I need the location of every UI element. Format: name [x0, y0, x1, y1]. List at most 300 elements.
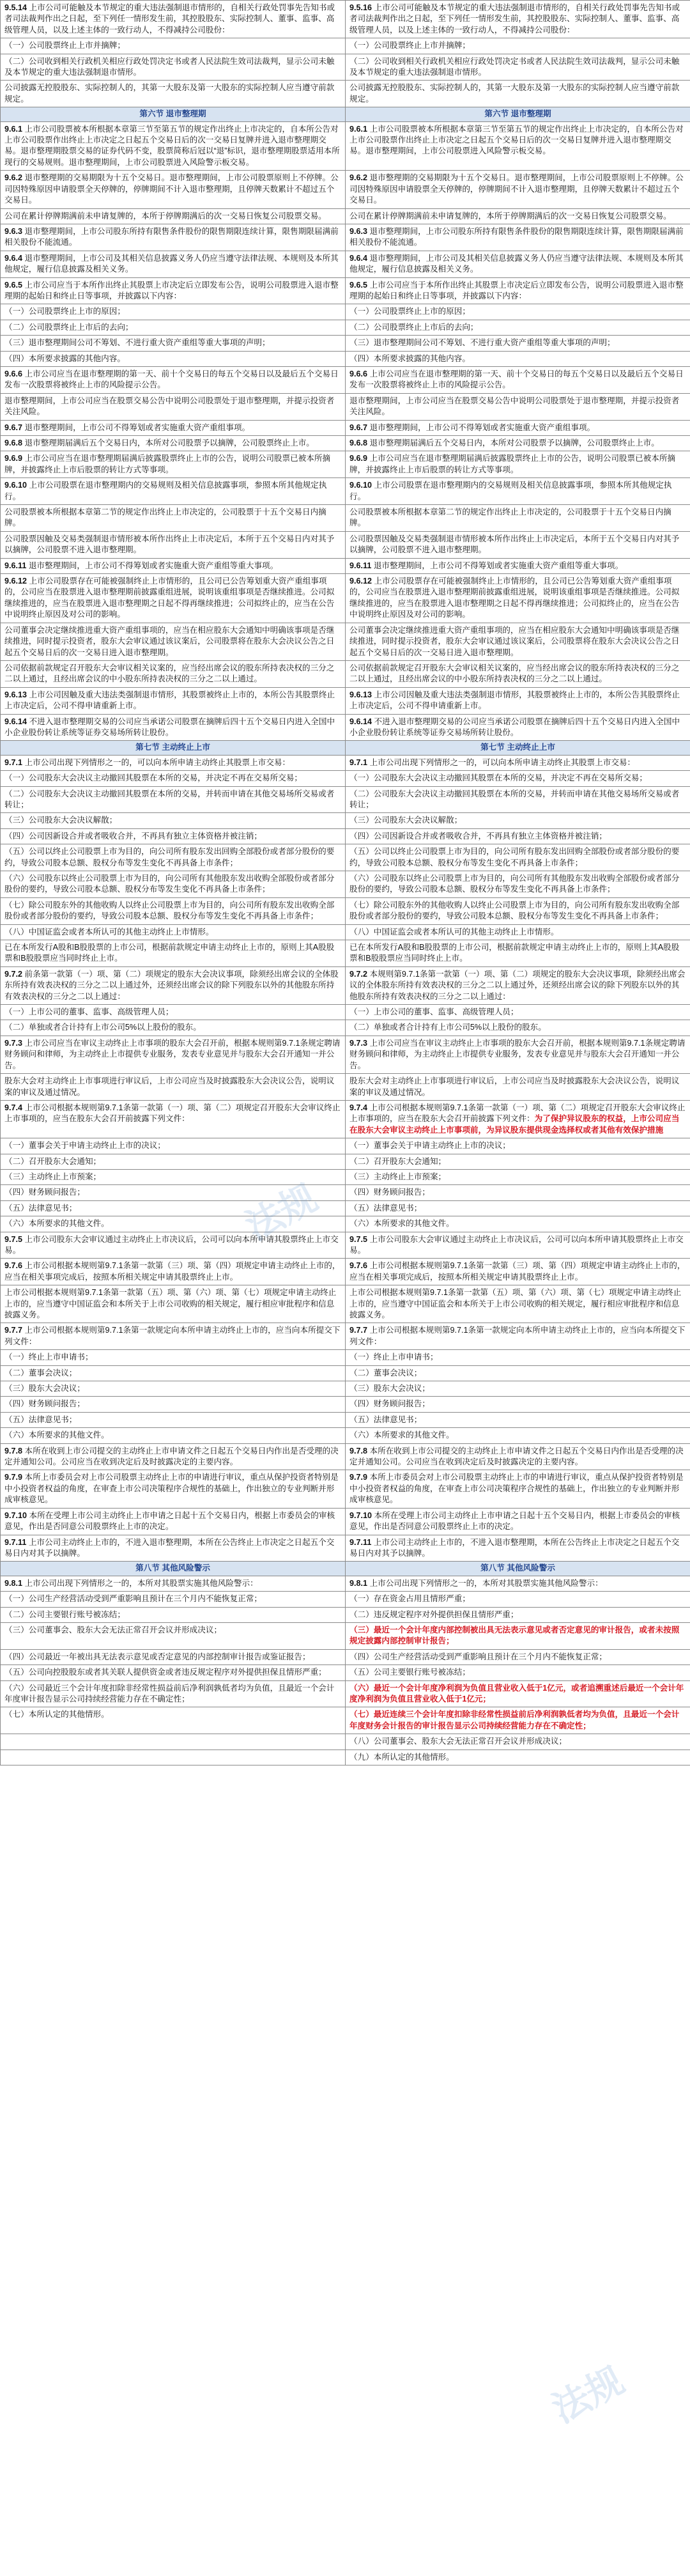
rule-text: （二）单独或者合计持有上市公司5%以上股份的股东。 — [349, 1023, 546, 1032]
old-rule-cell — [1, 1200, 346, 1216]
new-rule-cell — [346, 208, 690, 224]
rule-text: （四）财务顾问报告； — [349, 1188, 430, 1197]
rule-text: 退市整理期间，上市公司不得筹划或者实施重大资产重组等重大事项。 — [28, 561, 279, 570]
rule-text: 公司依据前款规定召开股东大会审议相关议案的，应当经出席会议的股东所持表决权的三分之二以上通过，且经出席会议的中小股东所持表决权的三分之二以上通过。 — [349, 663, 680, 684]
rule-text: 本所在收到上市公司提交的主动终止上市申请文件之日起五个交易日内作出是否受理的决定并通知公司。公司应当在收到决定后及时披露决定的主要内容。 — [4, 1446, 339, 1467]
table-row — [1, 171, 690, 208]
article-number: 9.6.12 — [4, 577, 29, 586]
watermark: 法规 — [238, 1175, 325, 1249]
rule-text: 上市公司股东大会审议通过主动终止上市决议后，公司可以向本所申请其股票终止上市交易。 — [4, 1234, 339, 1255]
rule-text: （九）本所认定的其他情形。 — [349, 1752, 454, 1762]
rule-text: 本所上市委员会对上市公司股票主动终止上市的申请进行审议，重点从保护投资者特别是中小投资者权益的角度，在审查上市公司决策程序合规性的基础上，作出独立的专业判断并形成审核意见。 — [4, 1473, 339, 1505]
rule-text: 公司在累计停牌期满前未申请复牌的，本所于停牌期满后的次一交易日恢复公司股票交易。 — [349, 211, 671, 221]
table-row — [1, 505, 690, 532]
table-row — [1, 1381, 690, 1397]
old-rule-cell — [1, 420, 346, 435]
rule-text: （四）公司最近一年被出具无法表示意见或否定意见的内部控制审计报告或鉴证报告； — [4, 1652, 310, 1661]
article-number: 9.6.13 — [4, 690, 29, 699]
rule-text: （二）公司股东大会决议主动撤回其股票在本所的交易，并转而申请在其他交易场所交易或者转让； — [4, 789, 335, 809]
table-row — [1, 1020, 690, 1036]
rule-text: （五）法律意见书； — [4, 1203, 77, 1213]
rule-text: 上市公司股票被本所根据本章第三节至第五节的规定作出终止上市决定的，自本所公告对上市公司股票作出终止上市决定之日起五个交易日后的次一交易日复牌并进入退市整理期交易。退市整理期股票交易的证券代码不变，股票简称后冠以“退”标识，退市整理期股票适用本所现行的交易规则。退市整理期间，上市公司股票进入风险警示板交易。 — [4, 124, 340, 167]
rule-text: 本所在收到上市公司提交的主动终止上市申请文件之日起五个交易日内作出是否受理的决定并通知公司。公司应当在收到决定后及时披露决定的主要内容。 — [349, 1446, 684, 1467]
old-rule-section: 第六节 退市整理期 — [1, 107, 346, 121]
new-rule-section: 第七节 主动终止上市 — [346, 741, 690, 755]
highlighted-change-text: （六）最近一个会计年度净利润为负值且营业收入低于1亿元，或者追溯重述后最近一个会计年度净利润为负值且营业收入低于1亿元； — [349, 1683, 684, 1703]
table-row — [1, 714, 690, 741]
new-rule-cell — [346, 1428, 690, 1443]
table-row — [1, 871, 690, 898]
rule-text: （二）公司收到相关行政机关相应行政处罚决定书或者人民法院生效司法裁判，显示公司未触及本节规定的重大违法强制退市情形。 — [4, 56, 335, 77]
article-number: 9.6.10 — [349, 481, 374, 490]
old-rule-cell — [1, 828, 346, 844]
new-rule-cell — [346, 623, 690, 660]
rule-text: （五）公司以终止公司股票上市为目的，向公司所有股东发出回购全部股份或者部分股份的要约，导致公司股本总额、股权分布等发生变化不再具备上市条件； — [349, 847, 680, 867]
old-rule-cell — [1, 558, 346, 573]
article-number: 9.7.4 — [4, 1103, 25, 1112]
old-rule-cell — [1, 574, 346, 623]
old-rule-cell — [1, 1216, 346, 1232]
old-rule-cell — [1, 1285, 346, 1323]
article-number: 9.6.10 — [4, 481, 29, 490]
new-rule-cell — [346, 924, 690, 940]
old-rule-cell — [1, 436, 346, 451]
new-rule-cell — [346, 420, 690, 435]
new-rule-cell — [346, 451, 690, 478]
table-row — [1, 121, 690, 171]
article-number: 9.7.6 — [4, 1261, 25, 1271]
article-number: 9.6.2 — [349, 173, 370, 183]
rule-text: 公司董事会决定继续推进重大资产重组事项的，应当在相应股东大会通知中明确该事项是否继续推进，同时提示投资者，股东大会审议通过该议案后，公司股票将在股东大会决议公告之日起五个交易日后的次一交易日进入退市整理期。 — [4, 625, 335, 657]
new-rule-cell — [346, 1232, 690, 1259]
rule-text: 退市整理期间，上市公司股东所持有限售条件股份的限售期限连续计算，限售期限届满前相关股份不能流通。 — [4, 226, 339, 247]
rule-text: 上市公司应当在审议主动终止上市事项的股东大会召开前，根据本规则第9.7.1条规定聘请财务顾问和律师，为主动终止上市提供专业服务，发表专业意见并与股东大会召开通知一并公告。 — [4, 1038, 341, 1070]
rule-text: 上市公司股票在退市整理期内的交易规则及相关信息披露事项，参照本所其他规定执行。 — [349, 481, 672, 501]
table-row — [1, 436, 690, 451]
table-row — [1, 1100, 690, 1138]
table-row — [1, 420, 690, 435]
article-number: 9.5.14 — [4, 3, 29, 12]
table-row — [1, 208, 690, 224]
new-rule-cell — [346, 1285, 690, 1323]
rule-text: （四）公司因新设合并或者吸收合并，不再具有独立主体资格并被注销； — [349, 831, 607, 841]
table-row — [1, 1216, 690, 1232]
new-rule-cell — [346, 1154, 690, 1169]
old-rule-cell — [1, 1607, 346, 1622]
table-row — [1, 844, 690, 871]
rule-text: 公司股票因触及交易类强制退市情形被本所作出终止上市决定后，本所于五个交易日内对其予以摘牌，公司股票不进入退市整理期。 — [349, 534, 680, 555]
rule-text: 公司披露无控股股东、实际控制人的，其第一大股东及第一大股东的实际控制人应当遵守前款规定。 — [4, 83, 335, 104]
old-rule-cell — [1, 81, 346, 107]
rule-text: 上市公司根据本规则第9.7.1条第一款第（五）项、第（六）项、第（七）项规定申请主动终止上市的，应当遵守中国证监会和本所关于上市公司收购的相关规定，履行相应审批程序和信息披露义务。 — [349, 1288, 682, 1319]
article-number: 9.7.10 — [4, 1510, 29, 1520]
new-rule-cell — [346, 54, 690, 81]
rule-text: 上市公司主动终止上市的，不进入退市整理期，本所在公告终止上市决定之日起五个交易日内对其予以摘牌。 — [4, 1537, 335, 1558]
rule-text: （三）退市整理期间公司不筹划、不进行重大资产重组等重大事项的声明； — [4, 338, 270, 348]
rule-text: （一）公司股票终止上市并摘牌； — [4, 41, 125, 50]
article-number: 9.7.5 — [4, 1234, 25, 1244]
article-number: 9.7.10 — [349, 1510, 374, 1520]
highlighted-change-text: （三）最近一个会计年度内部控制被出具无法表示意见或者否定意见的审计报告，或者未按照规定披露内部控制审计报告； — [349, 1625, 680, 1646]
rule-text: （四）本所要求披露的其他内容。 — [4, 353, 125, 363]
new-rule-cell — [346, 505, 690, 532]
rule-text: （八）公司董事会、股东大会无法正常召开会议并形成决议； — [349, 1737, 567, 1746]
new-rule-cell — [346, 366, 690, 393]
article-number: 9.6.11 — [349, 561, 374, 570]
table-row — [1, 1323, 690, 1350]
old-rule-cell — [1, 1649, 346, 1664]
rule-text: 上市公司根据本规则第9.7.1条第一款第（三）项、第（四）项规定申请主动终止上市的，应当在相关事项完成后，按照本所相关规定申请其股票终止上市。 — [4, 1261, 341, 1282]
rule-text: （一）终止上市申请书； — [4, 1353, 93, 1362]
rule-text: 不进入退市整理期交易的公司应当承诺公司股票在摘牌后四十五个交易日内进入全国中小企业股份转让系统等证券交易场所转让股份。 — [349, 717, 680, 737]
rule-text: 本所上市委员会对上市公司股票主动终止上市的申请进行审议，重点从保护投资者特别是中小投资者权益的角度，在审查上市公司决策程序合规性的基础上，作出独立的专业判断并形成审核意见。 — [349, 1473, 684, 1505]
new-rule-cell — [346, 351, 690, 366]
rule-text: （三）主动终止上市预案； — [4, 1172, 102, 1181]
rule-text: （一）上市公司的董事、监事、高级管理人员； — [349, 1007, 519, 1017]
rule-text: （二）公司股东大会决议主动撤回其股票在本所的交易，并转而申请在其他交易场所交易或者转让； — [349, 789, 680, 809]
rule-text: 前条第一款第（一）项、第（二）项规定的股东大会决议事项，除须经出席会议的全体股东所持有效表决权的三分之二以上通过外，还须经出席会议的除下列股东以外的其他股东所持有效表决权的三分之二以上通过： — [4, 969, 339, 1001]
rule-text: （一）公司股票终止上市并摘牌； — [349, 41, 470, 50]
table-row — [1, 81, 690, 107]
rule-text: （二）公司股票终止上市后的去向； — [4, 322, 134, 332]
new-rule-cell — [346, 574, 690, 623]
new-rule-cell — [346, 1138, 690, 1154]
rule-text: 上市公司出现下列情形之一的，可以向本所申请主动终止其股票上市交易： — [24, 757, 291, 767]
old-rule-cell — [1, 1100, 346, 1138]
new-rule-cell — [346, 871, 690, 898]
new-rule-cell — [346, 304, 690, 320]
old-rule-section: 第八节 其他风险警示 — [1, 1562, 346, 1576]
article-number: 9.6.1 — [349, 124, 370, 134]
rule-text: （八）中国证监会或者本所认可的其他主动终止上市情形。 — [349, 927, 559, 936]
rule-text: （五）法律意见书； — [4, 1415, 77, 1424]
rule-text: （六）公司股东以终止公司股票上市为目的，向公司所有其他股东发出收购全部股份或者部分股份的要约，导致公司股本总额、股权分布等发生变化不再具备上市条件； — [349, 874, 680, 894]
new-rule-cell — [346, 478, 690, 505]
table-row — [1, 897, 690, 924]
new-rule-cell — [346, 1259, 690, 1285]
table-row — [1, 1259, 690, 1285]
rule-text: （六）本所要求的其他文件。 — [4, 1431, 109, 1440]
new-rule-cell — [346, 687, 690, 714]
table-row — [1, 1074, 690, 1101]
old-rule-cell — [1, 871, 346, 898]
article-number: 9.6.11 — [4, 561, 29, 570]
table-row — [1, 813, 690, 828]
table-row — [1, 1412, 690, 1427]
rule-text: 上市公司应当于本所作出终止其股票上市决定后立即发布公告，说明公司股票进入退市整理期的起始日和终止日等事项，并披露以下内容： — [4, 280, 339, 300]
rule-text: 上市公司根据本规则第9.7.1条第一款第（一）项、第（二）项规定召开股东大会审议终止上市事项的，应当在股东大会召开前披露下列文件： — [4, 1103, 341, 1124]
rule-text: 上市公司应当在退市整理期的第一天、前十个交易日的每五个交易日以及最后五个交易日发布一次股票将被终止上市的风险提示公告。 — [349, 369, 684, 390]
rule-text: （一）上市公司的董事、监事、高级管理人员； — [4, 1007, 174, 1017]
rule-text: （三）退市整理期间公司不筹划、不进行重大资产重组等重大事项的声明； — [349, 338, 615, 348]
old-rule-cell — [1, 1232, 346, 1259]
rule-text: 退市整理期间，上市公司不得筹划或者实施重大资产重组事项。 — [369, 423, 595, 432]
rule-text: （二）召开股东大会通知； — [349, 1156, 447, 1166]
article-number: 9.6.6 — [4, 369, 25, 378]
rule-text: （五）公司以终止公司股票上市为目的，向公司所有股东发出回购全部股份或者部分股份的要约，导致公司股本总额、股权分布等发生变化不再具备上市条件； — [4, 847, 335, 867]
old-rule-cell — [1, 1707, 346, 1734]
rule-text: 退市整理期届满后五个交易日内，本所对公司股票予以摘牌，公司股票终止上市。 — [369, 438, 659, 447]
new-rule-cell — [346, 1649, 690, 1664]
rule-text: （二）单独或者合计持有上市公司5%以上股份的股东。 — [4, 1023, 201, 1032]
article-number: 9.6.8 — [349, 438, 370, 447]
rule-text: （四）公司因新设合并或者吸收合并，不再具有独立主体资格并被注销； — [4, 831, 262, 841]
old-rule-cell — [1, 1169, 346, 1184]
rule-text: 公司披露无控股股东、实际控制人的，其第一大股东及第一大股东的实际控制人应当遵守前款规定。 — [349, 83, 680, 104]
rule-text: 上市公司因触及重大违法类强制退市情形，其股票被终止上市的，本所公告其股票终止上市决定后，公司不得申请重新上市。 — [4, 690, 335, 711]
new-rule-cell — [346, 1607, 690, 1622]
old-rule-cell — [1, 1, 346, 38]
new-rule-cell — [346, 171, 690, 208]
rule-text: 上市公司应当在退市整理期的第一天、前十个交易日的每五个交易日以及最后五个交易日发布一次股票将被终止上市的风险提示公告。 — [4, 369, 339, 390]
table-row — [1, 1350, 690, 1365]
highlighted-change-text: （七）最近连续三个会计年度扣除非经常性损益前后净利润孰低者均为负值，且最近一个会计年度财务会计报告的审计报告显示公司持续经营能力存在不确定性； — [349, 1710, 680, 1730]
watermark: 法规 — [545, 2358, 631, 2432]
table-row — [1, 531, 690, 558]
rule-text: 公司董事会决定继续推进重大资产重组事项的，应当在相应股东大会通知中明确该事项是否继续推进，同时提示投资者，股东大会审议通过该议案后，公司股票将在股东大会决议公告之日起五个交易日后的次一交易日进入退市整理期。 — [349, 625, 680, 657]
old-rule-cell — [1, 451, 346, 478]
table-row — [1, 1169, 690, 1184]
new-rule-section: 第六节 退市整理期 — [346, 107, 690, 121]
article-number: 9.6.4 — [349, 253, 370, 263]
rule-text: 退市整理期的交易期限为十五个交易日。退市整理期间，上市公司股票原则上不停牌。公司因特殊原因申请股票全天停牌的，停牌期间不计入退市整理期，且停牌天数累计不超过五个交易日。 — [4, 173, 339, 205]
rule-text: 上市公司股票存在可能被强制终止上市情形的，且公司已公告筹划重大资产重组事项的，公司应当在股票进入退市整理期前披露重组进展，说明该重组事项是否继续推进。公司拟继续推进的，应当在股票进入退市整理期之日起不得再继续推进；公司拟终止的，应当在公告中说明终止原因及对公司的影响。 — [4, 577, 335, 619]
section-header-row — [1, 741, 690, 755]
rule-text: （三）公司董事会、股东大会无法正常召开会议并形成决议； — [4, 1625, 222, 1634]
table-row — [1, 1138, 690, 1154]
old-rule-cell — [1, 224, 346, 251]
rule-text: 退市整理期届满后五个交易日内，本所对公司股票予以摘牌，公司股票终止上市。 — [24, 438, 314, 447]
article-number: 9.6.9 — [349, 454, 370, 463]
old-rule-cell — [1, 531, 346, 558]
old-rule-cell — [1, 687, 346, 714]
old-rule-cell — [1, 1508, 346, 1535]
rule-text: 上市公司根据本规则第9.7.1条第一款第（五）项、第（六）项、第（七）项规定申请主动终止上市的，应当遵守中国证监会和本所关于上市公司收购的相关规定，履行相应审批程序和信息披露义务。 — [4, 1288, 337, 1319]
article-number: 9.6.7 — [4, 423, 25, 432]
table-row — [1, 393, 690, 420]
old-rule-cell — [1, 38, 346, 54]
new-rule-section: 第八节 其他风险警示 — [346, 1562, 690, 1576]
rule-text: （四）本所要求披露的其他内容。 — [349, 353, 470, 363]
old-rule-cell — [1, 393, 346, 420]
article-number: 9.8.1 — [349, 1578, 370, 1588]
rule-text: （二）公司收到相关行政机关相应行政处罚决定书或者人民法院生效司法裁判，显示公司未触及本节规定的重大违法强制退市情形。 — [349, 56, 680, 77]
old-rule-cell — [1, 1323, 346, 1350]
table-row — [1, 1680, 690, 1707]
old-rule-cell — [1, 1138, 346, 1154]
new-rule-cell — [346, 1365, 690, 1381]
rule-text: 退市整理期间，上市公司应当在股票交易公告中说明公司股票处于退市整理期，并提示投资者关注风险。 — [4, 396, 335, 417]
table-row — [1, 1443, 690, 1470]
table-row — [1, 1232, 690, 1259]
rule-text: 上市公司应当在退市整理期届满后披露股票终止上市的公告，说明公司股票已被本所摘牌，并披露终止上市后股票的转让方式等事项。 — [349, 454, 676, 474]
table-row — [1, 1665, 690, 1680]
rule-text: 股东大会对主动终止上市事项进行审议后，上市公司应当及时披露股东大会决议公告，说明议案的审议及通过情况。 — [349, 1076, 680, 1097]
old-rule-cell — [1, 1020, 346, 1036]
table-row — [1, 771, 690, 786]
old-rule-cell — [1, 1005, 346, 1020]
rule-text: 退市整理期间，上市公司不得筹划或者实施重大资产重组等重大事项。 — [373, 561, 624, 570]
old-rule-cell — [1, 171, 346, 208]
article-number: 9.8.1 — [4, 1578, 25, 1588]
table-row — [1, 940, 690, 967]
new-rule-cell — [346, 1005, 690, 1020]
article-number: 9.7.3 — [349, 1038, 370, 1048]
article-number: 9.6.9 — [4, 454, 25, 463]
old-rule-section: 第七节 主动终止上市 — [1, 741, 346, 755]
old-rule-cell — [1, 1381, 346, 1397]
rule-text: 退市整理期间，上市公司不得筹划或者实施重大资产重组事项。 — [24, 423, 250, 432]
rule-text: （二）公司股票终止上市后的去向； — [349, 322, 479, 332]
old-rule-cell — [1, 844, 346, 871]
rule-text: （六）公司最近三个会计年度扣除非经常性损益前后净利润孰低者均为负值，且最近一个会计年度审计报告显示公司持续经营能力存在不确定性； — [4, 1683, 335, 1703]
rule-text: 上市公司因触及重大违法类强制退市情形，其股票被终止上市的，本所公告其股票终止上市决定后，公司不得申请重新上市。 — [349, 690, 680, 711]
article-number: 9.6.3 — [349, 226, 370, 236]
rule-text: （五）公司主要银行账号被冻结； — [349, 1668, 470, 1677]
article-number: 9.6.14 — [4, 717, 29, 726]
old-rule-cell — [1, 1412, 346, 1427]
article-number: 9.7.8 — [349, 1446, 370, 1455]
rule-text: （一）存在资金占用且情形严重； — [349, 1594, 470, 1604]
article-number: 9.6.8 — [4, 438, 25, 447]
old-rule-cell — [1, 208, 346, 224]
article-number: 9.6.6 — [349, 369, 370, 378]
table-row — [1, 304, 690, 320]
rule-text: 本所在受理上市公司主动终止上市申请之日起十五个交易日内，根据上市委员会的审核意见，作出是否同意公司股票终止上市的决定。 — [349, 1510, 680, 1532]
rule-text: 公司股票被本所根据本章第二节的规定作出终止上市决定的，公司股票于十五个交易日内摘牌。 — [349, 508, 671, 528]
rule-text: 上市公司股票被本所根据本章第三节至第五节的规定作出终止上市决定的，自本所公告对上市公司股票作出终止上市决定之日起五个交易日后的次一交易日复牌并进入退市整理期交易。退市整理期间，上市公司股票进入风险警示板交易。 — [349, 124, 684, 156]
old-rule-cell — [1, 966, 346, 1004]
table-row — [1, 1607, 690, 1622]
article-number: 9.6.1 — [4, 124, 25, 134]
article-number: 9.7.6 — [349, 1261, 370, 1271]
old-rule-cell — [1, 1592, 346, 1607]
table-row — [1, 320, 690, 335]
table-row — [1, 558, 690, 573]
article-number: 9.6.2 — [4, 173, 25, 183]
old-rule-cell — [1, 1576, 346, 1591]
old-rule-cell — [1, 1665, 346, 1680]
table-row — [1, 1200, 690, 1216]
rule-text: （三）主动终止上市预案； — [349, 1172, 447, 1181]
new-rule-cell — [346, 1020, 690, 1036]
new-rule-cell — [346, 771, 690, 786]
old-rule-cell — [1, 1428, 346, 1443]
article-number: 9.7.1 — [349, 757, 370, 767]
new-rule-cell — [346, 1576, 690, 1591]
rule-text: （一）公司股票终止上市的原因； — [4, 307, 125, 316]
table-row — [1, 54, 690, 81]
old-rule-cell — [1, 1350, 346, 1365]
new-rule-cell — [346, 755, 690, 770]
new-rule-cell — [346, 393, 690, 420]
table-row — [1, 478, 690, 505]
old-rule-cell — [1, 714, 346, 741]
old-rule-cell — [1, 1154, 346, 1169]
rule-text: （六）本所要求的其他文件。 — [4, 1219, 109, 1229]
new-rule-cell — [346, 1397, 690, 1412]
new-rule-cell — [346, 660, 690, 687]
old-rule-cell — [1, 366, 346, 393]
new-rule-cell — [346, 1169, 690, 1184]
article-number: 9.7.8 — [4, 1446, 25, 1455]
old-rule-cell — [1, 121, 346, 171]
table-row — [1, 1428, 690, 1443]
rule-text: 上市公司出现下列情形之一的，本所对其股票实施其他风险警示： — [24, 1578, 258, 1588]
rule-text: （五）公司向控股股东或者其关联人提供资金或者违反规定程序对外提供担保且情形严重； — [4, 1668, 326, 1677]
new-rule-cell — [346, 1036, 690, 1073]
table-row — [1, 1750, 690, 1765]
rule-text: （三）公司股东大会决议解散； — [4, 816, 118, 825]
rule-text: 退市整理期的交易期限为十五个交易日。退市整理期间，上市公司股票原则上不停牌。公司因特殊原因申请股票全天停牌的，停牌期间不计入退市整理期，且停牌天数累计不超过五个交易日。 — [349, 173, 684, 205]
new-rule-cell — [346, 844, 690, 871]
new-rule-cell — [346, 336, 690, 351]
rule-text: （六）本所要求的其他文件。 — [349, 1219, 454, 1229]
new-rule-cell — [346, 1443, 690, 1470]
old-rule-cell — [1, 1397, 346, 1412]
rule-text: （一）公司生产经营活动受到严重影响且预计在三个月内不能恢复正常； — [4, 1594, 262, 1604]
new-rule-cell — [346, 224, 690, 251]
table-row — [1, 786, 690, 813]
old-rule-cell — [1, 478, 346, 505]
table-row — [1, 224, 690, 251]
rule-text: 上市公司应当在审议主动终止上市事项的股东大会召开前，根据本规则第9.7.1条规定聘请财务顾问和律师，为主动终止上市提供专业服务，发表专业意见并与股东大会召开通知一并公告。 — [349, 1038, 686, 1070]
rule-text: 上市公司股东大会审议通过主动终止上市决议后，公司可以向本所申请其股票终止上市交易。 — [349, 1234, 684, 1255]
table-row — [1, 755, 690, 770]
old-rule-cell — [1, 54, 346, 81]
new-rule-cell — [346, 81, 690, 107]
article-number: 9.7.2 — [4, 969, 25, 979]
rule-text: 上市公司股票在退市整理期内的交易规则及相关信息披露事项，参照本所其他规定执行。 — [4, 481, 327, 501]
rule-text: 股东大会对主动终止上市事项进行审议后，上市公司应当及时披露股东大会决议公告，说明议案的审议及通过情况。 — [4, 1076, 335, 1097]
rule-text: 上市公司根据本规则第9.7.1条第一款第（三）项、第（四）项规定申请主动终止上市的，应当在相关事项完成后，按照本所相关规定申请其股票终止上市。 — [349, 1261, 686, 1282]
old-rule-cell — [1, 1750, 346, 1765]
new-rule-cell — [346, 714, 690, 741]
article-number: 9.6.13 — [349, 690, 374, 699]
table-row — [1, 1535, 690, 1562]
rule-text: （四）财务顾问报告； — [4, 1399, 85, 1409]
rule-text: 本规则第9.7.1条第一款第（一）项、第（二）项规定的股东大会决议事项，除须经出席会议的全体股东所持有效表决权的三分之二以上通过外，还须经出席会议的除下列股东以外的其他股东所持有效表决权的三分之二以上通过： — [349, 969, 686, 1001]
old-rule-cell — [1, 1074, 346, 1101]
table-row — [1, 660, 690, 687]
old-rule-cell — [1, 1680, 346, 1707]
rule-text: 上市公司根据本规则第9.7.1条第一款规定向本所申请主动终止上市的，应当向本所提交下列文件： — [349, 1326, 686, 1346]
article-number: 9.7.5 — [349, 1234, 370, 1244]
rule-text: 上市公司出现下列情形之一的，本所对其股票实施其他风险警示： — [369, 1578, 603, 1588]
new-rule-cell — [346, 1, 690, 38]
old-rule-cell — [1, 304, 346, 320]
new-rule-cell — [346, 1622, 690, 1649]
rule-text: 上市公司应当在退市整理期届满后披露股票终止上市的公告，说明公司股票已被本所摘牌，并披露终止上市后股票的转让方式等事项。 — [4, 454, 331, 474]
new-rule-cell — [346, 436, 690, 451]
old-rule-cell — [1, 1734, 346, 1750]
old-rule-cell — [1, 755, 346, 770]
new-rule-cell — [346, 940, 690, 967]
article-number: 9.7.2 — [349, 969, 370, 979]
rule-text: （二）董事会决议； — [4, 1368, 77, 1377]
rule-text: 公司股票因触及交易类强制退市情形被本所作出终止上市决定后，本所于五个交易日内对其予以摘牌，公司股票不进入退市整理期。 — [4, 534, 335, 555]
new-rule-cell — [346, 966, 690, 1004]
new-rule-cell — [346, 1535, 690, 1562]
article-number: 9.6.14 — [349, 717, 374, 726]
rule-text: 上市公司可能触及本节规定的重大违法强制退市情形的，自相关行政处罚事先告知书或者司法裁判作出之日起，至下列任一情形发生前，其控股股东、实际控制人、董事、监事、高级管理人员，以及上述主体的一致行动人，不得减持公司股份： — [4, 3, 335, 35]
table-row — [1, 1, 690, 38]
section-header-row — [1, 1562, 690, 1576]
new-rule-cell — [346, 1592, 690, 1607]
article-number: 9.7.3 — [4, 1038, 25, 1048]
rule-text: （五）法律意见书； — [349, 1203, 422, 1213]
rule-text: （四）财务顾问报告； — [4, 1188, 85, 1197]
